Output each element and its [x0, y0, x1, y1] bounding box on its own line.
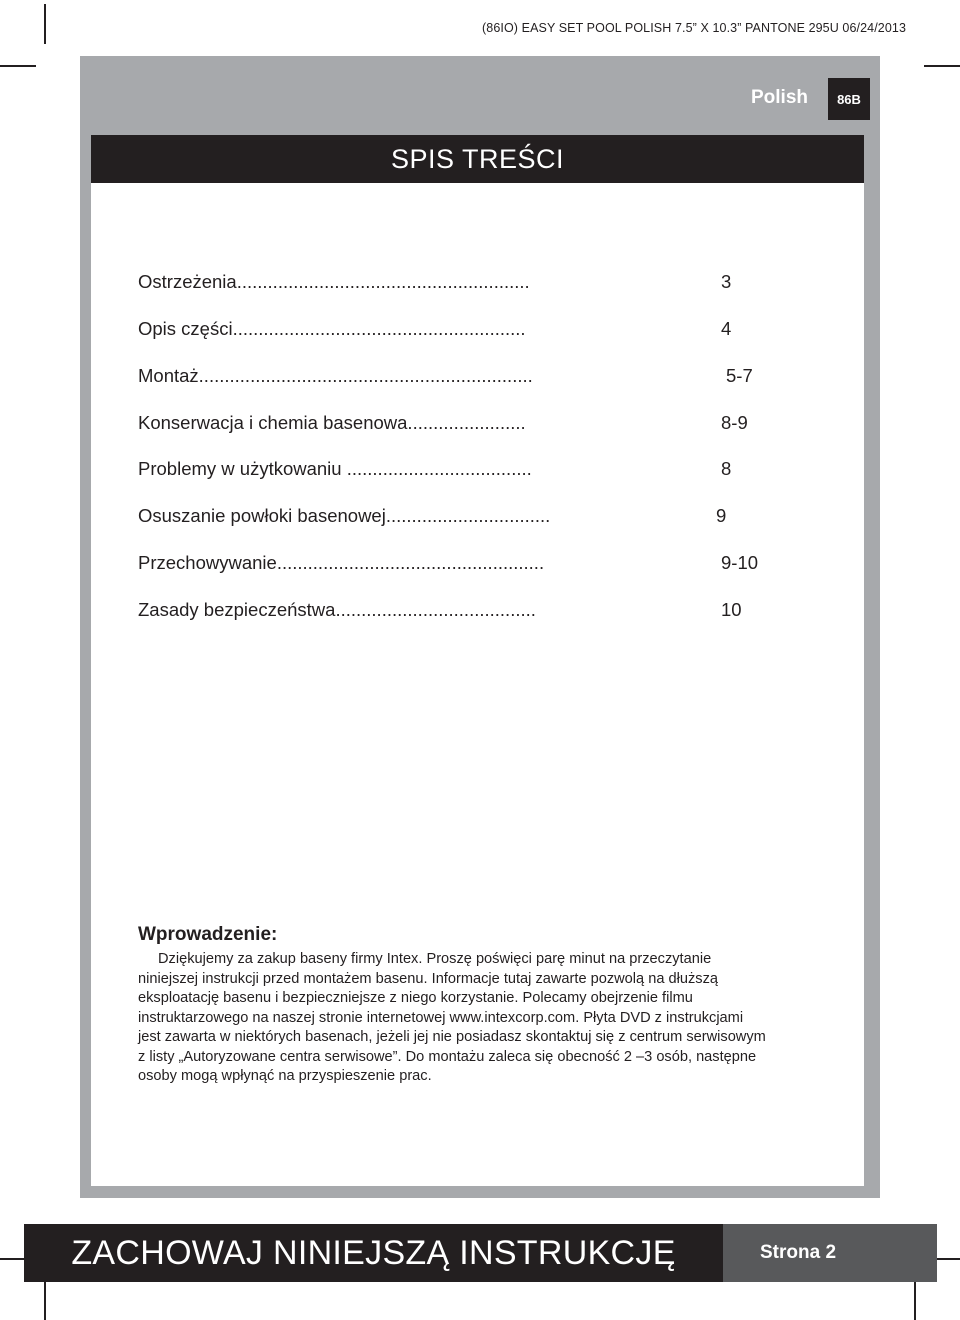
- toc-item[interactable]: [138, 364, 778, 388]
- introduction-text-line: eksploatację basenu i bezpieczniejsze z niego korzystanie. Polecamy obejrzenie filmu: [138, 990, 693, 1006]
- toc-item-label: Konserwacja i chemia basenowa.......................: [138, 412, 526, 433]
- toc-item-page: 8-9: [721, 412, 748, 433]
- introduction-text-line: z listy „Autoryzowane centra serwisowe”. Do montażu zaleca się obecność 2 –3 osób, następne: [138, 1048, 757, 1065]
- introduction-text-line: Dziękujemy za zakup baseny firmy Intex. Proszę poświęci parę minut na przeczytanie: [158, 951, 712, 967]
- introduction-heading: Wprowadzenie:: [138, 924, 278, 945]
- toc-item-label: Ostrzeżenia.........................................................: [138, 271, 530, 292]
- toc-item-page: 9-10: [721, 552, 759, 573]
- print-info: (86IO) EASY SET POOL POLISH 7.5” X 10.3” PANTONE 295U 06/24/2013: [482, 21, 906, 35]
- toc-item[interactable]: [138, 411, 778, 435]
- introduction-text-line: instruktarzowego na naszej stronie internetowej www.intexcorp.com. Płyta DVD z instrukcjami: [138, 1009, 744, 1026]
- toc-item[interactable]: [138, 504, 778, 528]
- introduction-text-line: osoby mogą wpłynąć na przyspieszenie prac.: [138, 1068, 432, 1084]
- crop-mark-top-left-vertical: [44, 4, 46, 44]
- footer-page-number: Strona 2: [723, 1224, 937, 1282]
- toc-item-page: 3: [721, 271, 732, 292]
- crop-mark-bottom-right-vertical: [914, 1280, 916, 1320]
- introduction-section: [138, 922, 818, 1087]
- crop-mark-bottom-left-vertical: [44, 1280, 46, 1320]
- toc-item[interactable]: [138, 598, 778, 622]
- toc-item-label: Opis części.........................................................: [138, 318, 526, 339]
- toc-item-page: 10: [721, 599, 742, 620]
- toc-item-label: Osuszanie powłoki basenowej................................: [138, 505, 551, 526]
- toc-item[interactable]: [138, 551, 778, 575]
- toc-item-label: Zasady bezpieczeństwa.......................................: [138, 599, 536, 620]
- introduction-text-line: jest zawarta w niektórych basenach, jeżeli jej nie posiadasz skontaktuj się z centrum serwisowym: [138, 1029, 766, 1045]
- toc-item[interactable]: [138, 270, 778, 294]
- crop-mark-top-left-horizontal: [0, 65, 36, 67]
- toc-item-label: Problemy w użytkowaniu ....................................: [138, 458, 532, 479]
- page-title: SPIS TREŚCI: [91, 135, 864, 183]
- page-code-badge: 86B: [828, 78, 870, 120]
- introduction-text-line: niniejszej instrukcji przed montażem basenu. Informacje tutaj zawarte pozwolą na dłuższą: [138, 970, 718, 987]
- language-label: Polish: [751, 87, 809, 108]
- toc-item-label: Montaż.................................................................: [138, 365, 533, 386]
- toc-item-page: 5-7: [726, 365, 753, 386]
- toc-item[interactable]: [138, 317, 778, 341]
- toc-item-page: 9: [716, 505, 727, 526]
- footer-notice: ZACHOWAJ NINIEJSZĄ INSTRUKCJĘ: [24, 1224, 723, 1282]
- crop-mark-top-right-horizontal: [924, 65, 960, 67]
- toc-item-page: 8: [721, 458, 732, 479]
- toc-item[interactable]: [138, 457, 778, 481]
- toc-item-page: 4: [721, 318, 732, 339]
- toc-item-label: Przechowywanie....................................................: [138, 552, 545, 573]
